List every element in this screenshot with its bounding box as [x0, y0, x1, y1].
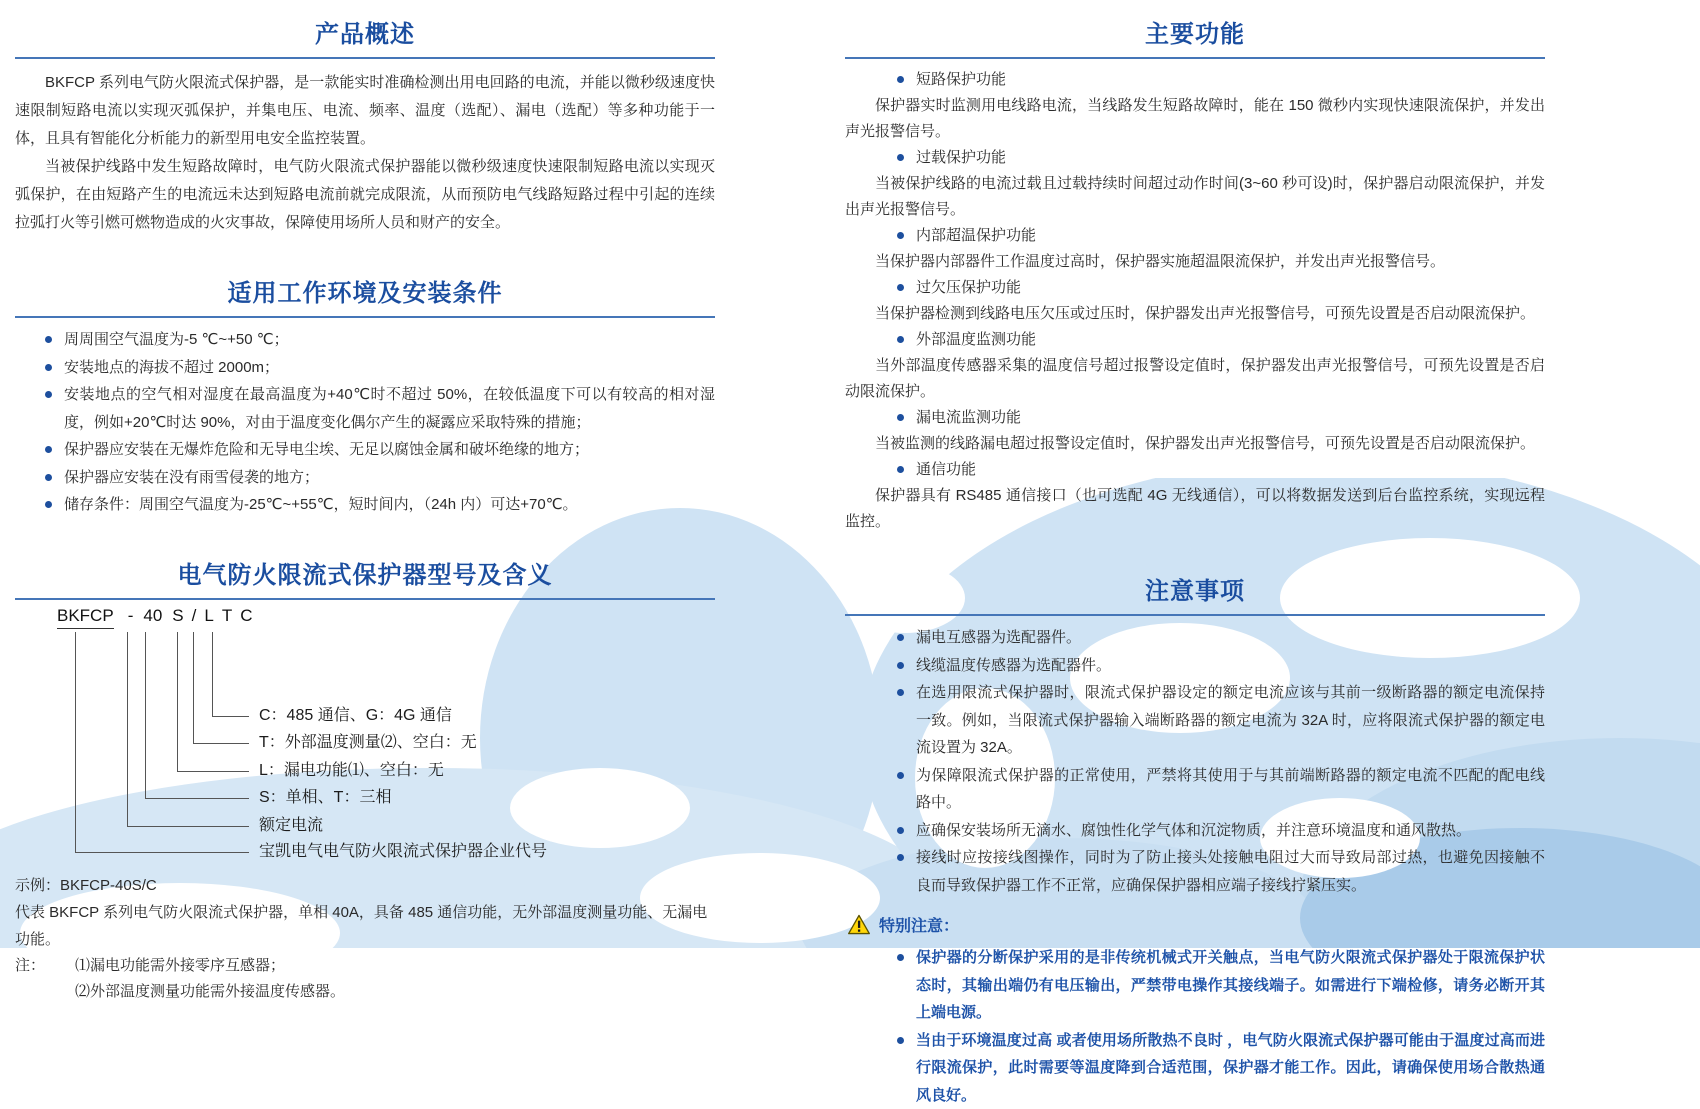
function-name: 过载保护功能 [916, 145, 1006, 171]
item-text: 线缆温度传感器为选配器件。 [916, 652, 1545, 680]
model-code-segment: S [172, 606, 183, 626]
function-desc: 保护器具有 RS485 通信接口（也可选配 4G 无线通信），可以将数据发送到后台监控系统，实现远程监控。 [845, 483, 1545, 535]
list-item [45, 381, 715, 436]
section-title-environment: 适用工作环境及安装条件 [15, 259, 715, 308]
section-title-notices: 注意事项 [845, 557, 1545, 606]
list-item [45, 464, 715, 492]
function-item-header [897, 223, 1545, 249]
connector-line [75, 632, 249, 853]
function-desc: 当被监测的线路漏电超过报警设定值时，保护器发出声光报警信号，可预先设置是否启动限流保护。 [845, 431, 1545, 457]
overview-paragraph-2: 当被保护线路中发生短路故障时，电气防火限流式保护器能以微秒级速度快速限制短路电流以实现灭弧保护，在由短路产生的电流远未达到短路电流前就完成限流，从而预防电气线路短路过程中引起的连续拉弧打火等引燃可燃物造成的火灾事故，保障使用场所人员和财产的安全。 [15, 153, 715, 237]
special-notice-heading [847, 913, 1545, 936]
model-code-segment: T [222, 606, 232, 626]
title-underline [15, 316, 715, 318]
bullet-icon [897, 154, 904, 161]
overview-paragraph-1: BKFCP 系列电气防火限流式保护器，是一款能实时准确检测出用电回路的电流，并能以微秒级速度快速限制短路电流以实现灭弧保护，并集电压、电流、频率、温度（选配）、漏电（选配）等多种功能于一体，且具有智能化分析能力的新型用电安全监控装置。 [15, 69, 715, 153]
bullet-icon [897, 662, 904, 669]
functions-section [845, 67, 1545, 535]
list-item [897, 624, 1545, 652]
model-label-company-code: 宝凯电气电气防火限流式保护器企业代号 [259, 841, 547, 863]
function-desc: 当保护器检测到线路电压欠压或过压时，保护器发出声光报警信号，可预先设置是否启动限流保护。 [845, 301, 1545, 327]
list-item [45, 354, 715, 382]
item-text: 安装地点的海拔不超过 2000m； [64, 354, 715, 382]
note-text: ⑵外部温度测量功能需外接温度传感器。 [75, 979, 715, 1005]
bullet-icon [897, 689, 904, 696]
bullet-icon [897, 466, 904, 473]
item-text: 当由于环境温度过高 或者使用场所散热不良时 ，电气防火限流式保护器可能由于温度过高而进行限流保护，此时需要等温度降到合适范围，保护器才能工作。因此，请确保使用场合散热通风良好。 [916, 1027, 1545, 1109]
function-item-header [897, 457, 1545, 483]
bullet-icon [897, 634, 904, 641]
notices-list [897, 624, 1545, 899]
function-name: 内部超温保护功能 [916, 223, 1036, 249]
list-item [897, 944, 1545, 1027]
bullet-icon [897, 284, 904, 291]
model-diagram [15, 606, 715, 868]
model-label-communication: C：485 通信、G：4G 通信 [259, 705, 452, 727]
left-page [15, 0, 715, 1005]
list-item [45, 491, 715, 519]
bullet-icon [45, 336, 52, 343]
note-label: 注： [15, 953, 75, 979]
function-item-header [897, 405, 1545, 431]
list-item [897, 679, 1545, 762]
model-label-leakage: L：漏电功能⑴、空白：无 [259, 760, 444, 782]
bullet-icon [45, 391, 52, 398]
title-underline [15, 57, 715, 59]
note-row [15, 953, 715, 979]
bullet-icon [45, 446, 52, 453]
function-desc: 保护器实时监测用电线路电流，当线路发生短路故障时，能在 150 微秒内实现快速限流保护，并发出声光报警信号。 [845, 93, 1545, 145]
example-desc: 代表 BKFCP 系列电气防火限流式保护器，单相 40A，具备 485 通信功能，无外部温度测量功能、无漏电功能。 [15, 899, 715, 953]
model-code-segment: C [240, 606, 252, 626]
model-code [57, 606, 253, 629]
title-underline [845, 57, 1545, 59]
section-title-model: 电气防火限流式保护器型号及含义 [15, 541, 715, 590]
list-item [897, 762, 1545, 817]
bullet-icon [45, 364, 52, 371]
bullet-icon [897, 772, 904, 779]
item-text: 保护器应安装在没有雨雪侵袭的地方； [64, 464, 715, 492]
item-text: 储存条件：周围空气温度为-25℃~+55℃，短时间内，（24h 内）可达+70℃。 [64, 491, 715, 519]
function-name: 漏电流监测功能 [916, 405, 1021, 431]
section-title-product-overview: 产品概述 [15, 0, 715, 49]
section-title-functions: 主要功能 [845, 0, 1545, 49]
model-label-phase: S：单相、T：三相 [259, 787, 391, 809]
function-desc: 当外部温度传感器采集的温度信号超过报警设定值时，保护器发出声光报警信号，可预先设置是否启动限流保护。 [845, 353, 1545, 405]
special-notice-list [897, 944, 1545, 1109]
item-text: 安装地点的空气相对湿度在最高温度为+40℃时不超过 50%，在较低温度下可以有较高的相对湿度，例如+20℃时达 90%，对由于温度变化偶尔产生的凝露应采取特殊的措施； [64, 381, 715, 436]
title-underline [15, 598, 715, 600]
title-underline [845, 614, 1545, 616]
example-line: 示例：BKFCP-40S/C [15, 872, 715, 899]
item-text: 保护器的分断保护采用的是非传统机械式开关触点，当电气防火限流式保护器处于限流保护状态时，其输出端仍有电压输出，严禁带电操作其接线端子。如需进行下端检修，请务必断开其上端电源。 [916, 944, 1545, 1027]
model-label-temperature: T：外部温度测量⑵、空白：无 [259, 732, 477, 754]
list-item [897, 1027, 1545, 1109]
bullet-icon [897, 827, 904, 834]
list-item [45, 436, 715, 464]
function-item-header [897, 327, 1545, 353]
function-item-header [897, 275, 1545, 301]
bullet-icon [897, 954, 904, 961]
item-text: 为保障限流式保护器的正常使用，严禁将其使用于与其前端断路器的额定电流不匹配的配电线路中。 [916, 762, 1545, 817]
list-item [897, 844, 1545, 899]
model-code-segment: L [204, 606, 213, 626]
note-text: ⑴漏电功能需外接零序互感器； [75, 953, 285, 979]
right-page [845, 0, 1545, 1109]
bullet-icon [45, 501, 52, 508]
model-code-segment: 40 [143, 606, 162, 626]
item-text: 应确保安装场所无滴水、腐蚀性化学气体和沉淀物质，并注意环境温度和通风散热。 [916, 817, 1545, 845]
special-notice-title: 特别注意： [879, 913, 959, 936]
function-name: 短路保护功能 [916, 67, 1006, 93]
section-product-overview [15, 69, 715, 237]
function-desc: 当保护器内部器件工作温度过高时，保护器实施超温限流保护，并发出声光报警信号。 [845, 249, 1545, 275]
bullet-icon [897, 414, 904, 421]
bullet-icon [897, 854, 904, 861]
item-text: 保护器应安装在无爆炸危险和无导电尘埃、无足以腐蚀金属和破坏绝缘的地方； [64, 436, 715, 464]
model-code-segment: BKFCP [57, 606, 114, 629]
environment-list [45, 326, 715, 519]
item-text: 周周围空气温度为-5 ℃~+50 ℃； [64, 326, 715, 354]
model-label-rated-current: 额定电流 [259, 815, 323, 837]
bullet-icon [897, 76, 904, 83]
warning-icon [847, 914, 871, 935]
list-item [45, 326, 715, 354]
item-text: 接线时应按接线图操作，同时为了防止接头处接触电阻过大而导致局部过热，也避免因接触不良而导致保护器工作不正常，应确保保护器相应端子接线拧紧压实。 [916, 844, 1545, 899]
bullet-icon [897, 1037, 904, 1044]
model-code-segment: / [192, 606, 197, 626]
function-name: 外部温度监测功能 [916, 327, 1036, 353]
bullet-icon [897, 336, 904, 343]
model-code-segment: - [128, 606, 134, 626]
item-text: 在选用限流式保护器时，限流式保护器设定的额定电流应该与其前一级断路器的额定电流保持一致。例如，当限流式保护器输入端断路器的额定电流为 32A 时，应将限流式保护器的额定电流设置为 32A。 [916, 679, 1545, 762]
function-desc: 当被保护线路的电流过载且过载持续时间超过动作时间(3~60 秒可设)时，保护器启动限流保护，并发出声光报警信号。 [845, 171, 1545, 223]
function-item-header [897, 145, 1545, 171]
list-item [897, 817, 1545, 845]
function-name: 过欠压保护功能 [916, 275, 1021, 301]
list-item [897, 652, 1545, 680]
item-text: 漏电互感器为选配器件。 [916, 624, 1545, 652]
function-name: 通信功能 [916, 457, 976, 483]
function-item-header [897, 67, 1545, 93]
bullet-icon [897, 232, 904, 239]
bullet-icon [45, 474, 52, 481]
